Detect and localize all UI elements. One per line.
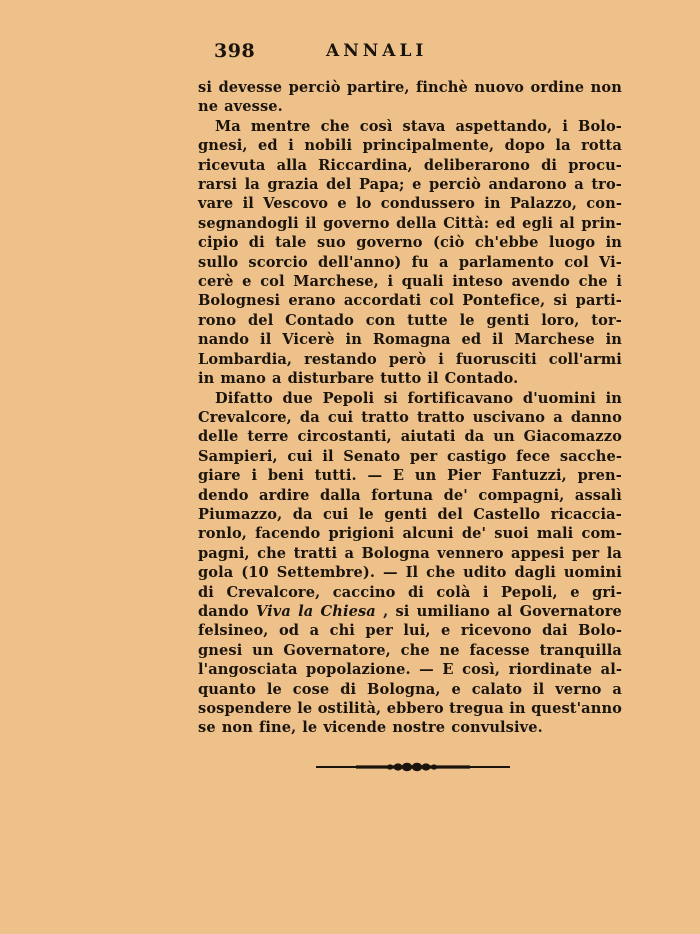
text-line: Ma mentre che così stava aspettando, i Bolo- xyxy=(215,117,622,135)
text-line: se non fine, le vicende nostre convulsive. xyxy=(198,719,543,737)
text-line: cipio di tale suo governo (ciò ch'ebbe luogo in xyxy=(198,234,622,252)
text-line: cerè e col Marchese, i quali inteso avendo che i xyxy=(198,273,622,291)
page-number: 398 xyxy=(214,40,256,62)
text-line: sospendere le ostilità, ebbero tregua in quest'anno xyxy=(198,700,622,717)
text-line: pagni, che tratti a Bologna vennero appesi per la xyxy=(198,544,622,562)
text-line: Difatto due Pepoli si fortificavano d'uomini in xyxy=(215,389,622,407)
page-header xyxy=(214,40,474,64)
body-text xyxy=(198,78,622,738)
text-line: l'angosciata popolazione. — E così, riordinate al- xyxy=(198,661,622,679)
text-line: di Crevalcore, caccino di colà i Pepoli, e gri- xyxy=(198,583,622,601)
text-line: Lombardia, restando però i fuorusciti coll'armi xyxy=(198,350,622,368)
text-line: vare il Vescovo e lo condussero in Palazzo, con- xyxy=(198,195,622,213)
tailpiece-ornament xyxy=(316,760,510,774)
text-line: ne avesse. xyxy=(198,98,283,116)
text-line: felsineo, od a chi per lui, e ricevono dai Bolo- xyxy=(198,622,622,640)
text-line: in mano a disturbare tutto il Contado. xyxy=(198,370,519,388)
text-line: gnesi, ed i nobili principalmente, dopo la rotta xyxy=(198,137,622,155)
text-line: sullo scorcio dell'anno) fu a parlamento col Vi- xyxy=(198,253,622,271)
text-line: Piumazzo, da cui le genti del Castello ricaccia- xyxy=(198,505,622,523)
text-line: dendo ardire dalla fortuna de' compagni, assalì xyxy=(198,486,622,504)
text-line: si devesse perciò partire, finchè nuovo ordine non xyxy=(198,79,622,96)
text-line: gola (10 Settembre). — Il che udito dagli uomini xyxy=(198,564,622,582)
text-line: rarsi la grazia del Papa; e perciò andarono a tro- xyxy=(198,176,622,194)
running-head: ANNALI xyxy=(326,41,428,61)
text-line: ronlo, facendo prigioni alcuni de' suoi mali com- xyxy=(198,525,622,543)
text-line: quanto le cose di Bologna, e calato il verno a xyxy=(198,680,622,698)
text-line: giare i beni tutti. — E un Pier Fantuzzi, pren- xyxy=(198,467,622,485)
text-line: ricevuta alla Riccardina, deliberarono di procu- xyxy=(198,156,622,174)
text-line: rono del Contado con tutte le genti loro, tor- xyxy=(198,311,622,329)
text-line: delle terre circostanti, aiutati da un Giacomazzo xyxy=(198,428,622,446)
text-line: segnandogli il governo della Città: ed egli al prin- xyxy=(198,214,622,232)
text-line: Crevalcore, da cui tratto tratto uscivano a danno xyxy=(198,408,622,426)
text-line: nando il Vicerè in Romagna ed il Marchese in xyxy=(198,331,622,349)
text-line: gnesi un Governatore, che ne facesse tranquilla xyxy=(198,641,622,659)
text-line: Bolognesi erano accordati col Pontefice, si parti- xyxy=(198,292,622,310)
text-line: Sampieri, cui il Senato per castigo fece sacche- xyxy=(198,447,622,465)
text-line: dando Viva la Chiesa , si umiliano al Governatore xyxy=(198,602,622,620)
